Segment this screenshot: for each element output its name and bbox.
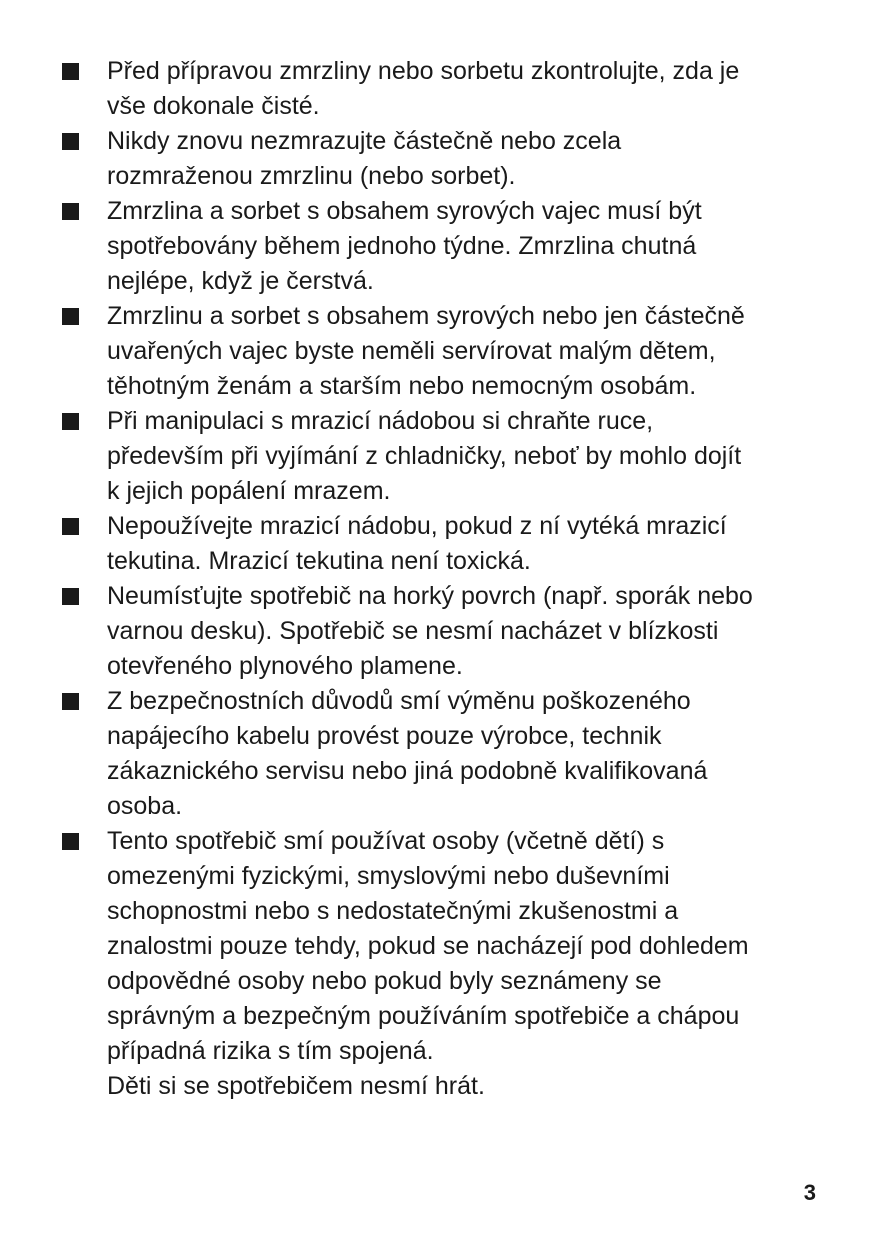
item-text-line: Neumísťujte spotřebič na horký povrch (např. sporák nebo	[107, 582, 753, 610]
page-number: 3	[803, 1180, 816, 1205]
square-bullet-icon	[62, 833, 79, 850]
item-text-line: Nepoužívejte mrazicí nádobu, pokud z ní vytéká mrazicí	[107, 512, 727, 540]
item-text-line: osoba.	[107, 792, 183, 820]
item-text-line: Z bezpečnostních důvodů smí výměnu poškozeného	[107, 687, 691, 715]
item-text-line: Nikdy znovu nezmrazujte částečně nebo zcela	[107, 127, 622, 155]
item-text-line: případná rizika s tím spojená.	[107, 1037, 434, 1065]
item-text-line: Děti si se spotřebičem nesmí hrát.	[107, 1072, 485, 1100]
item-text-line: uvařených vajec byste neměli servírovat malým dětem,	[107, 337, 716, 365]
safety-instructions-list	[62, 54, 822, 1104]
item-text-line: odpovědné osoby nebo pokud byly seznámeny se	[107, 967, 662, 995]
item-text-line: schopnostmi nebo s nedostatečnými zkušenostmi a	[107, 897, 679, 925]
square-bullet-icon	[62, 518, 79, 535]
item-text-line: vše dokonale čisté.	[107, 92, 320, 120]
list-item	[62, 684, 822, 824]
list-item	[62, 579, 822, 684]
item-text-line: napájecího kabelu provést pouze výrobce, technik	[107, 722, 662, 750]
square-bullet-icon	[62, 693, 79, 710]
list-item	[62, 124, 822, 194]
item-text-line: varnou desku). Spotřebič se nesmí nacházet v blízkosti	[107, 617, 719, 645]
item-text-line: tekutina. Mrazicí tekutina není toxická.	[107, 547, 531, 575]
square-bullet-icon	[62, 413, 79, 430]
square-bullet-icon	[62, 308, 79, 325]
list-item	[62, 194, 822, 299]
item-text-line: nejlépe, když je čerstvá.	[107, 267, 374, 295]
item-text-line: otevřeného plynového plamene.	[107, 652, 463, 680]
list-item	[62, 509, 822, 579]
square-bullet-icon	[62, 133, 79, 150]
item-text-line: Zmrzlina a sorbet s obsahem syrových vajec musí být	[107, 197, 702, 225]
item-text-line: znalostmi pouze tehdy, pokud se nacházejí pod dohledem	[107, 932, 749, 960]
item-text-line: Zmrzlinu a sorbet s obsahem syrových nebo jen částečně	[107, 302, 745, 330]
item-text-line: Před přípravou zmrzliny nebo sorbetu zkontrolujte, zda je	[107, 57, 740, 85]
list-item	[62, 299, 822, 404]
item-text-line: Tento spotřebič smí používat osoby (včetně dětí) s	[107, 827, 665, 855]
item-text-line: omezenými fyzickými, smyslovými nebo duševními	[107, 862, 670, 890]
list-item	[62, 404, 822, 509]
item-text-line: zákaznického servisu nebo jiná podobně kvalifikovaná	[107, 757, 708, 785]
square-bullet-icon	[62, 63, 79, 80]
item-text-line: správným a bezpečným používáním spotřebiče a chápou	[107, 1002, 740, 1030]
square-bullet-icon	[62, 203, 79, 220]
list-item	[62, 54, 822, 124]
item-text-line: Při manipulaci s mrazicí nádobou si chraňte ruce,	[107, 407, 654, 435]
item-text-line: rozmraženou zmrzlinu (nebo sorbet).	[107, 162, 516, 190]
item-text-line: k jejich popálení mrazem.	[107, 477, 391, 505]
square-bullet-icon	[62, 588, 79, 605]
list-item	[62, 824, 822, 1104]
item-text-line: především při vyjímání z chladničky, neboť by mohlo dojít	[107, 442, 742, 470]
item-text-line: spotřebovány během jednoho týdne. Zmrzlina chutná	[107, 232, 697, 260]
item-text-line: těhotným ženám a starším nebo nemocným osobám.	[107, 372, 697, 400]
